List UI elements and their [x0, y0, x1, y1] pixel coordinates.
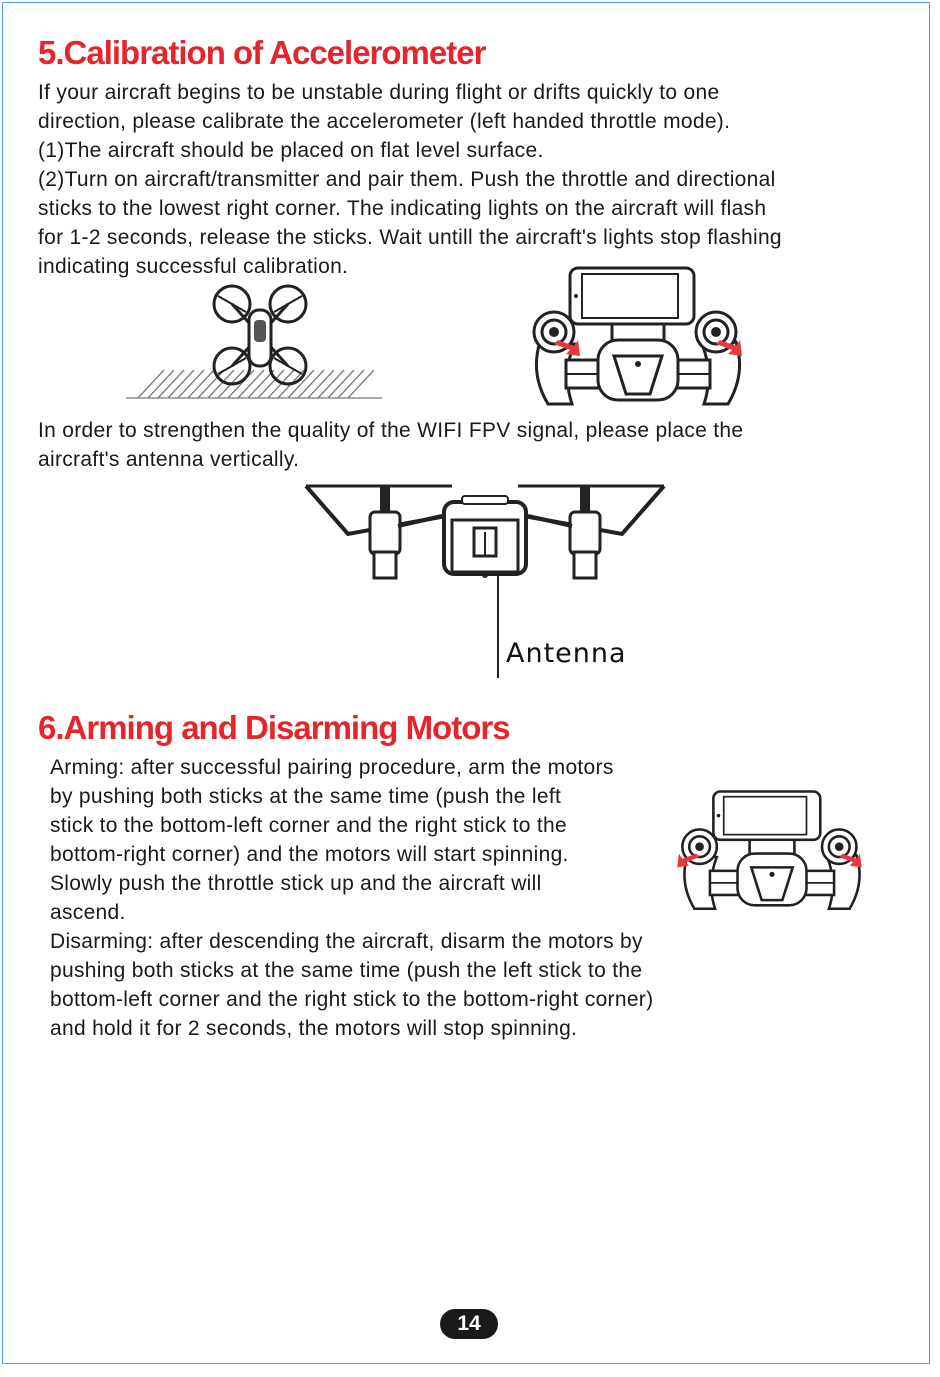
text-line: bottom-right corner) and the motors will start spinning.	[50, 843, 569, 866]
text-line: sticks to the lowest right corner. The indicating lights on the aircraft will flash	[38, 197, 767, 220]
section-5-body	[38, 78, 782, 281]
text-line: and hold it for 2 seconds, the motors will stop spinning.	[50, 1017, 578, 1040]
antenna-note	[38, 416, 743, 474]
text-line: for 1-2 seconds, release the sticks. Wait untill the aircraft's lights stop flashing	[38, 226, 782, 249]
disarming-paragraph	[50, 927, 653, 1043]
text-line: Arming: after successful pairing procedure, arm the motors	[50, 756, 614, 779]
section-6-title: 6.Arming and Disarming Motors	[38, 709, 510, 746]
text-line: by pushing both sticks at the same time (push the left	[50, 785, 562, 808]
text-line: pushing both sticks at the same time (push the left stick to the	[50, 959, 643, 982]
text-line: bottom-left corner and the right stick to the bottom-right corner)	[50, 988, 654, 1011]
antenna-label: Antenna	[506, 638, 627, 669]
text-line: If your aircraft begins to be unstable during flight or drifts quickly to one	[38, 81, 720, 104]
transmitter-arming-illustration	[672, 780, 872, 922]
drone-on-flat-surface-illustration	[124, 280, 384, 402]
arming-paragraph	[50, 753, 614, 927]
text-line: indicating successful calibration.	[38, 255, 349, 278]
text-line: (2)Turn on aircraft/transmitter and pair them. Push the throttle and directional	[38, 168, 776, 191]
text-line: (1)The aircraft should be placed on flat level surface.	[38, 139, 544, 162]
text-line: ascend.	[50, 901, 126, 924]
text-line: In order to strengthen the quality of the WIFI FPV signal, please place the	[38, 419, 744, 442]
text-line: Disarming: after descending the aircraft, disarm the motors by	[50, 930, 643, 953]
page-number: 14	[440, 1309, 498, 1339]
text-line: aircraft's antenna vertically.	[38, 448, 300, 471]
text-line: Slowly push the throttle stick up and the aircraft will	[50, 872, 542, 895]
text-line: direction, please calibrate the accelerometer (left handed throttle mode).	[38, 110, 731, 133]
transmitter-sticks-lower-right-illustration	[522, 264, 754, 410]
text-line: stick to the bottom-left corner and the right stick to the	[50, 814, 567, 837]
section-5-title: 5.Calibration of Accelerometer	[38, 34, 486, 71]
